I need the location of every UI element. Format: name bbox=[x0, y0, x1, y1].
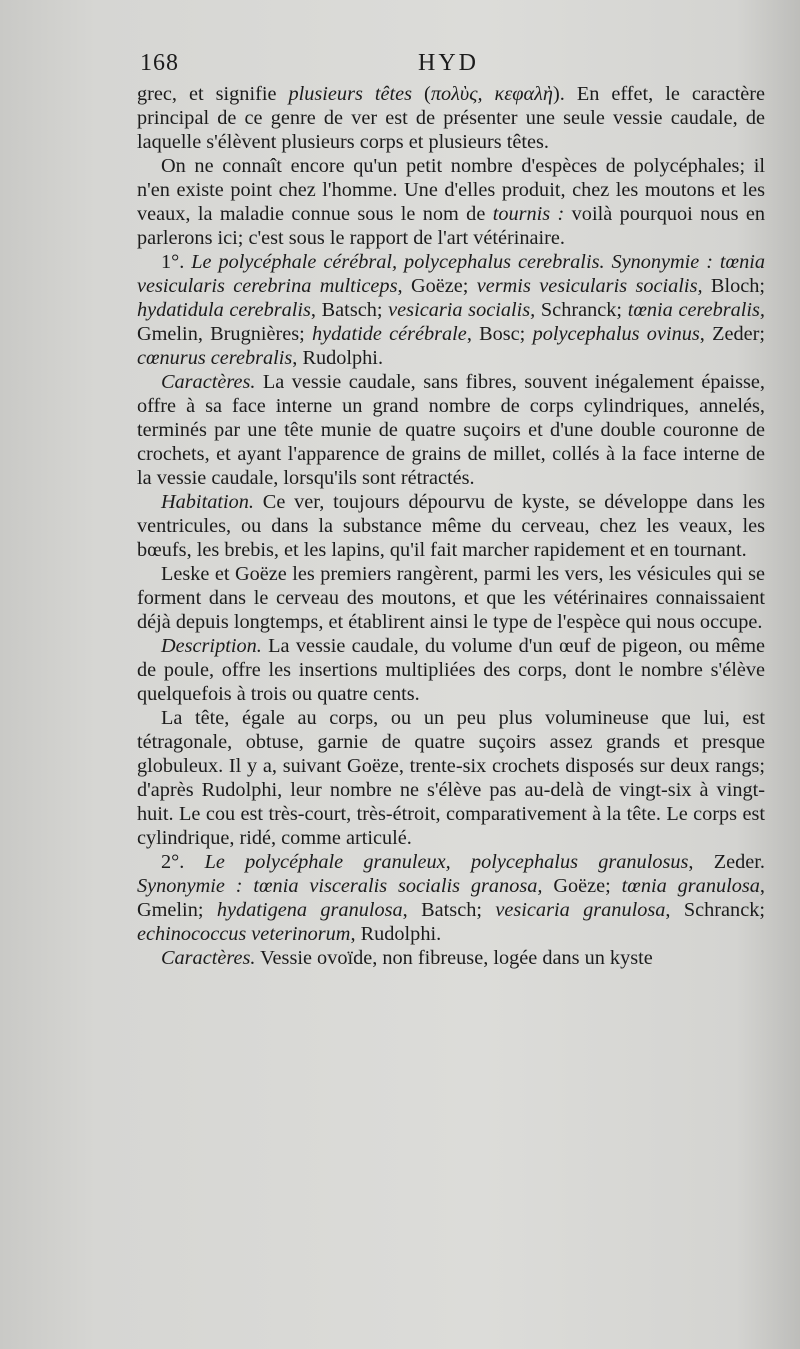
paragraph-caracteres-1: Caractères. La vessie caudale, sans fibres, souvent inégalement épaisse, offre à sa face interne un grand nombre de corps cylindriques, annelés, terminés par une tête munie de quatre suçoirs et d'une double couronne de crochets, et ayant l'apparence de grains de millet, collés à la face interne de la vessie caudale, lorsqu'ils sont rétractés. bbox=[137, 371, 765, 489]
greek-text: πολὺς, κεφαλὴ bbox=[430, 83, 553, 105]
page-number: 168 bbox=[140, 50, 179, 76]
running-header bbox=[138, 50, 768, 84]
paragraph-etymology: grec, et signifie plusieurs têtes (πολὺς, κεφαλὴ). En effet, le caractère principal de ce genre de ver est de présenter une seule vessie caudale, de laquelle s'élèvent plusieurs corps et plusieurs têtes. bbox=[137, 83, 766, 153]
paragraph-head: La tête, égale au corps, ou un peu plus volumineuse que lui, est tétragonale, obtuse, garnie de quatre suçoirs assez grands et presque globuleux. Il y a, suivant Goëze, trente-six crochets disposés sur deux rangs; d'après Rudolphi, leur nombre ne s'élève pas au-delà de vingt-six à vingt-huit. Le cou est très-court, très-étroit, comparativement à la tête. Le corps est cylindrique, ridé, comme articulé. bbox=[137, 707, 765, 849]
paragraph-habitation: Habitation. Ce ver, toujours dépourvu de kyste, se développe dans les ventricules, ou dans la substance même du cerveau, chez les veaux, les bœufs, les brebis, et les lapins, qu'il fait marcher rapidement et en tournant. bbox=[137, 491, 765, 561]
paragraph-caracteres-2: Caractères. Vessie ovoïde, non fibreuse, logée dans un kyste bbox=[161, 947, 653, 969]
page-body bbox=[137, 82, 765, 970]
running-title: HYD bbox=[418, 50, 479, 76]
paragraph-history: Leske et Goëze les premiers rangèrent, parmi les vers, les vésicules qui se forment dans le cerveau des moutons, et que les vétérinaires connaissaient déjà depuis longtemps, et établirent ainsi le type de l'espèce qui nous occupe. bbox=[137, 563, 765, 633]
species-1-heading: 1°. Le polycéphale cérébral, polycephalus cerebralis. Synonymie : tœnia vesicularis cerebrina multiceps, Goëze; vermis vesicularis socialis, Bloch; hydatidula cerebralis, Batsch; vesicaria socialis, Schranck; tœnia cerebralis, Gmelin, Brugnières; hydatide cérébrale, Bosc; polycephalus ovinus, Zeder; cœnurus cerebralis, Rudolphi. bbox=[137, 251, 766, 369]
paragraph-intro: On ne connaît encore qu'un petit nombre d'espèces de polycéphales; il n'en existe point chez l'homme. Une d'elles produit, chez les moutons et les veaux, la maladie connue sous le nom de tournis : voilà pourquoi nous en parlerons ici; c'est sous le rapport de l'art vétérinaire. bbox=[137, 155, 765, 249]
paragraph-description: Description. La vessie caudale, du volume d'un œuf de pigeon, ou même de poule, offre les insertions multipliées des corps, dont le nombre s'élève quelquefois à trois ou quatre cents. bbox=[137, 635, 765, 705]
species-2-heading: 2°. Le polycéphale granuleux, polycephalus granulosus, Zeder. Synonymie : tœnia visceralis socialis granosa, Goëze; tœnia granulosa, Gmelin; hydatigena granulosa, Batsch; vesicaria granulosa, Schranck; echinococcus veterinorum, Rudolphi. bbox=[137, 851, 765, 945]
